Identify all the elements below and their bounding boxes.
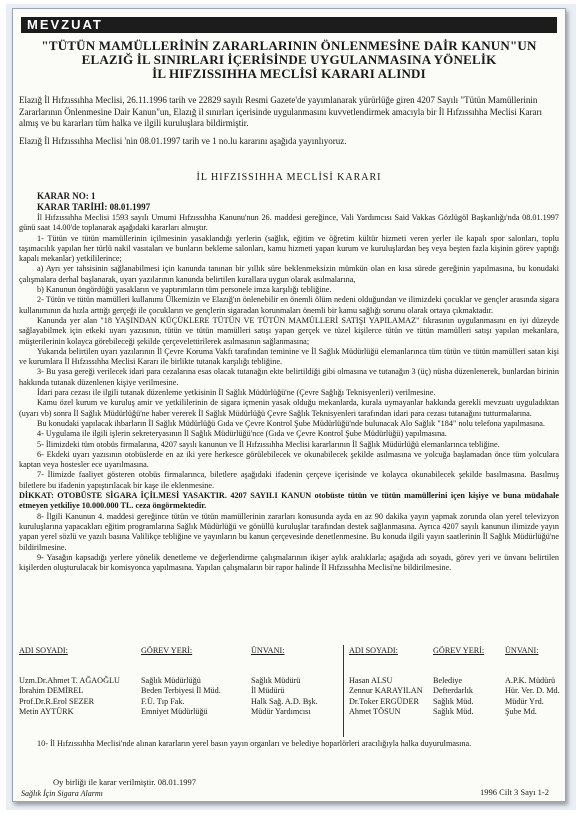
paragraph: 4- Uygulama ile ilgili işlerin sekreteryasının İl Sağlık Müdürlüğü'nce (Gıda ve Çevre Kontrol Şube Müdürlüğü) yapılmasına. <box>37 429 447 439</box>
signatory-name: Hasan ALSU <box>349 676 393 685</box>
signatory-title: Müdür Yardımcısı <box>251 707 311 717</box>
unanimity-note: Oy birliği ile karar verilmiştir. 08.01.1997 <box>53 777 197 787</box>
karar-no: KARAR NO: 1 <box>37 191 96 201</box>
signatory-title: A.P.K. Müdürü <box>505 676 556 685</box>
signatory-names-left <box>19 676 120 718</box>
signatory-title: Halk Sağ. A.D. Bşk. <box>251 696 318 706</box>
column-header: ADI SOYADI: <box>349 646 398 655</box>
signatory-title: Sağlık Müdürü <box>251 676 301 685</box>
paragraph: 6- Ekdeki uyarı yazısının otobüslerde en az iki yere herkesce görülebilecek ve okunabilecek şekilde asılmasına ve yolcuğa başlamadan önce tüm yolculara kaptan veya hostesler ece uyarılmasına. <box>19 449 559 470</box>
paragraph: Kanunda yer alan "18 YAŞINDAN KÜÇÜKLERE TÜTÜN VE TÜTÜN MAMÜLLERİ SATIŞI YAPILAMAZ" fıkrasının uygulanmasını en iyi düzeyde sağlayabilmek için etkeki uyarı yazısının, tütün ve tütün mamülleri satışı yapan gerçek ve tüzel kişilerce tütün ve tütün mamülleri satışı yapılan mekanlara, müşterilerinin kolayca görebileceği şekilde çerçevelettirilerek asılmasının sağlanmasına; <box>19 315 559 346</box>
karar-tarihi: KARAR TARİHİ: 08.01.1997 <box>37 202 151 212</box>
signatory-title: Şube Md. <box>505 707 537 717</box>
col-name-right <box>349 646 398 656</box>
signatory-place: Sağlık Müd. <box>433 696 474 706</box>
footer-issue: 1996 Cilt 3 Sayı 1-2 <box>480 787 549 797</box>
intro-paragraph: Elazığ İl Hıfzıssıhha Meclisi, 26.11.1996 tarih ve 22829 sayılı Resmi Gazete'de yayımlanarak yürürlüğe giren 4207 Sayılı "Tütün Mamüllerinin Zararlarının Önlenmesine Dair Kanun"un, Elazığ il sınırları içerisinde uygulanmasını kuvvetlendirmek amacıyla bir İl Hıfzıssıhha Meclisi Kararı almış ve bu kararları tüm halka ve ilgili kuruluşlara bildirmiştir. <box>19 95 543 128</box>
signatory-name: Dr.Toker ERGÜDER <box>349 696 419 706</box>
paragraph: 3- Bu yasa gereği verilecek idari para cezalarına esas olacak tutanağın ekte belirtildiği gibi olmasına ve tutanağın 3 (üç) nüsha düzenlenerek, bunlardan birinin hakkında tutanak düzenlenen kişiye verilmesine. <box>19 367 559 387</box>
section-banner: MEVZUAT <box>21 17 557 33</box>
signatory-divider <box>343 645 344 737</box>
column-header: ADI SOYADI: <box>19 646 68 655</box>
paragraph: 1- Tütün ve tütün mamüllerinin içilmesinin yasaklandığı yerlerin (sağlık, eğitim ve öğretim kültür hizmeti veren yerler ile kapalı spor salonları, toplu taşımacılık yapılan her türlü nakil vasıtaları ve bunların bekleme salonları, kamu hizmeti yapan kurum ve kuruluşlardan beş veya beşten fazla kişinin görev yaptığı kapalı mekanlar) yetkililerince; <box>19 233 559 264</box>
paragraph: a) Ayrı yer tahsisinin sağlanabilmesi için kanunda tanınan bir yıllık süre beklenmeksizin mümkün olan en kısa sürede gereğinin yapılmasına, bu konudaki çalışmalara derhal başlanarak, uyarı yazılarının kanunda belirtilen kurallara uygun olarak asılmalarına, <box>19 264 559 284</box>
paragraph: Yukarıda belirtilen uyarı yazılarının İl Çevre Koruma Vakfı tarafından teminine ve İl Sağlık Müdürlüğü elemanlarınca tüm tütün ve tütün mamülleri satan kişi ve kurumlara İl Hıfzıssıhha Meclisi Kararı ile birlikte tutanak karşılığı tebliğine. <box>19 346 559 367</box>
column-header: GÖREV YERİ: <box>433 646 485 655</box>
signatory-places-left <box>141 676 221 718</box>
signatory-titles-right <box>505 676 560 718</box>
signatory-place: F.Ü. Tıp Fak. <box>141 696 185 706</box>
column-header: ÜNVANI: <box>251 646 285 655</box>
paragraph: 7- İlimizde faaliyet gösteren otobüs firmalarınca, biletlere aşağıdaki ifadenin çerçeve içerisinde ve kolayca okunabilecek şekilde basılmasına. Basılmış biletlere bu ifadenin yapıştırılacak bir kaşe ile eklenmesine. <box>19 470 559 490</box>
signatory-place: Belediye <box>433 676 463 685</box>
signatory-name: Zennur KARAYILAN <box>349 686 423 696</box>
col-place-left <box>141 646 192 656</box>
paragraph: b) Kanunun öngördüğü yasakların ve yaptırımların tüm personele imza karşılığı tebliğine. <box>37 285 332 295</box>
signatory-names-right <box>349 676 423 718</box>
signatory-place: Emniyet Müdürlüğü <box>141 707 208 717</box>
signatory-name: Metin AYTÜRK <box>19 707 74 717</box>
intro <box>19 95 559 153</box>
paragraph: İl Hıfzıssıhha Meclisi 1593 sayılı Umumi Hıfzıssıhha Kanunu'nun 26. maddesi gereğince, Vali Yardımcısı Said Vakkas Gözlügöl Başkanlığı'nda 08.01.1997 günü saat 14.00'de toplanarak aşağıdaki kararları almıştır. <box>19 213 559 233</box>
paragraph: Kamu özel kurum ve kuruluş amir ve yetkililerinin de sigara içmenin yasak olduğu mekanlarda, kurala uymayanlar hakkında gerekli mevzuatı uyguladıktan (uyarı vb) sonra İl Sağlık Müdürlüğü'ne haber vererek İl Sağlık Müdürlüğü Çevre Sağlık Teknisyenleri tarafından idari para cezası tutanağını tutturmalarına. <box>19 398 559 418</box>
paragraph: İdari para cezası ile ilgili tutanak düzenleme yetkisinin İl Sağlık Müdürlüğü'ne (Çevre Sağlığı Teknisyenleri) verilmesine. <box>37 388 436 398</box>
headline-line: İL HIFZISSIHHA MECLİSİ KARARI ALINDI <box>152 66 426 81</box>
paragraph: Bu konudaki yapılacak ihbarların İl Sağlık Müdürlüğü Gıda ve Çevre Kontrol Şube Müdürlüğü'nde bulunacak Alo Sağlık "184" nolu telefona yapılmasına. <box>37 418 545 428</box>
paragraph: 2- Tütün ve tütün mamülleri kullanımı Ülkemizin ve Elazığ'ın önlenebilir en önemli ölüm nedeni olduğundan ve ilimizdeki çocuklar ve gençler arasında sigara kullanımının da hızla arttığı gerçeği ile çocukların ve gençlerin sigaradan korunmaları önemli bir kamu sağlığı sorunu olarak ortaya çıkmaktadır. <box>19 295 559 315</box>
paragraph: 5- İlimizdeki tüm otobüs firmalarına, 4207 sayılı kanunun ve İl Hıfzıssıhha Meclisi kararlarının İl Sağlık Müdürlüğü elemanlarınca tebliğine. <box>37 439 500 449</box>
paragraph: 9- Yasağın kapsadığı yerlere yönelik denetleme ve değerlendirme çalışmalarının ikişer aylık aralıklarla; aşağıda adı soyadı, görev yeri ve ünvanı belirtilen kişilerden oluşturulacak bir komisyonca yapılmasına. Yapılan çalışmaların bir rapor halinde İl Hıfzıssıhha Meclisi'ne bildirilmesine. <box>19 552 559 573</box>
signatory-name: Uzm.Dr.Ahmet T. AĞAOĞLU <box>19 676 120 685</box>
signatory-title: Hür. Ver. D. Md. <box>505 686 560 696</box>
signatory-titles-left <box>251 676 318 718</box>
warning-notice: DİKKAT: OTOBÜSTE SİGARA İÇİLMESİ YASAKTIR. 4207 SAYILI KANUN otobüste tütün ve tütün mamüllerini içen kişiye ve buna müdahale etmeyen yetkiliye 10.000.000 TL. ceza öngörmektedir. <box>19 491 559 511</box>
signatory-place: Sağlık Müd. <box>433 707 474 717</box>
document-page <box>12 8 566 802</box>
closing-paragraph: 10- İl Hıfzıssıhha Meclisi'nde alınan kararların yerel basın yayın organları ve belediye hoparlörleri aracılığıyla halka duyurulmasına. <box>37 739 472 748</box>
signatory-place: Beden Terbiyesi İl Müd. <box>141 686 221 696</box>
col-title-right <box>505 646 539 656</box>
signatory-name: Prof.Dr.R.Erol SEZER <box>19 696 95 706</box>
signatory-place: Defterdarlık <box>433 686 474 696</box>
col-title-left <box>251 646 285 656</box>
signatory-place: Sağlık Müdürlüğü <box>141 676 201 685</box>
column-header: ÜNVANI: <box>505 646 539 655</box>
footer-series: Sağlık İçin Sigara Alarmı <box>21 789 103 798</box>
decision-title: İL HIFZISSIHHA MECLİSİ KARARI <box>196 172 382 183</box>
closing <box>19 739 559 749</box>
signatory-name: İbrahim DEMİREL <box>19 686 84 696</box>
headline-line: "TÜTÜN MAMÜLLERİNİN ZARARLARININ ÖNLENMESİNE DAİR KANUN"UN <box>41 38 537 53</box>
decision-body <box>19 191 559 573</box>
headline-line: ELAZIĞ İL SINIRLARI İÇERİSİNDE UYGULANMASINA YÖNELİK <box>81 52 497 67</box>
intro-paragraph: Elazığ İl Hıfzıssıhha Meclisi 'nin 08.01.1997 tarih ve 1 no.lu kararını aşağıda yayınlıyoruz. <box>19 135 347 146</box>
paragraph: 8- İlgili Kanunun 4. maddesi gereğince tütün ve tütün mamüllerinin zararları konusunda ayda en az 90 dakika yayın yapmak zorunda olan yerel televizyon kuruluşlarına yapacakları eğitim programlarına Sağlık Müdürlüğü ve gönüllü kuruluşlar tarafından destek sağlanmasına. Ayrıca 4207 sayılı kanunun ilimizde yayın yapan yerel sözlü ve yazılı basına Valilikçe tebliğine ve yayınların bu kanun çerçevesinde denetlenmesine. Bu konuda ilgili yayın saatlerinin İl Sağlık Müdürlüğü'ne bildirilmesine. <box>19 511 559 552</box>
signatory-title: Müdür Yrd. <box>505 696 544 706</box>
col-name-left <box>19 646 68 656</box>
signatory-name: Ahmet TÖSUN <box>349 707 401 717</box>
headline <box>19 39 559 81</box>
column-header: GÖREV YERİ: <box>141 646 193 655</box>
signatory-title: İl Müdürü <box>251 686 285 696</box>
col-place-right <box>433 646 484 656</box>
signatory-places-right <box>433 676 474 718</box>
